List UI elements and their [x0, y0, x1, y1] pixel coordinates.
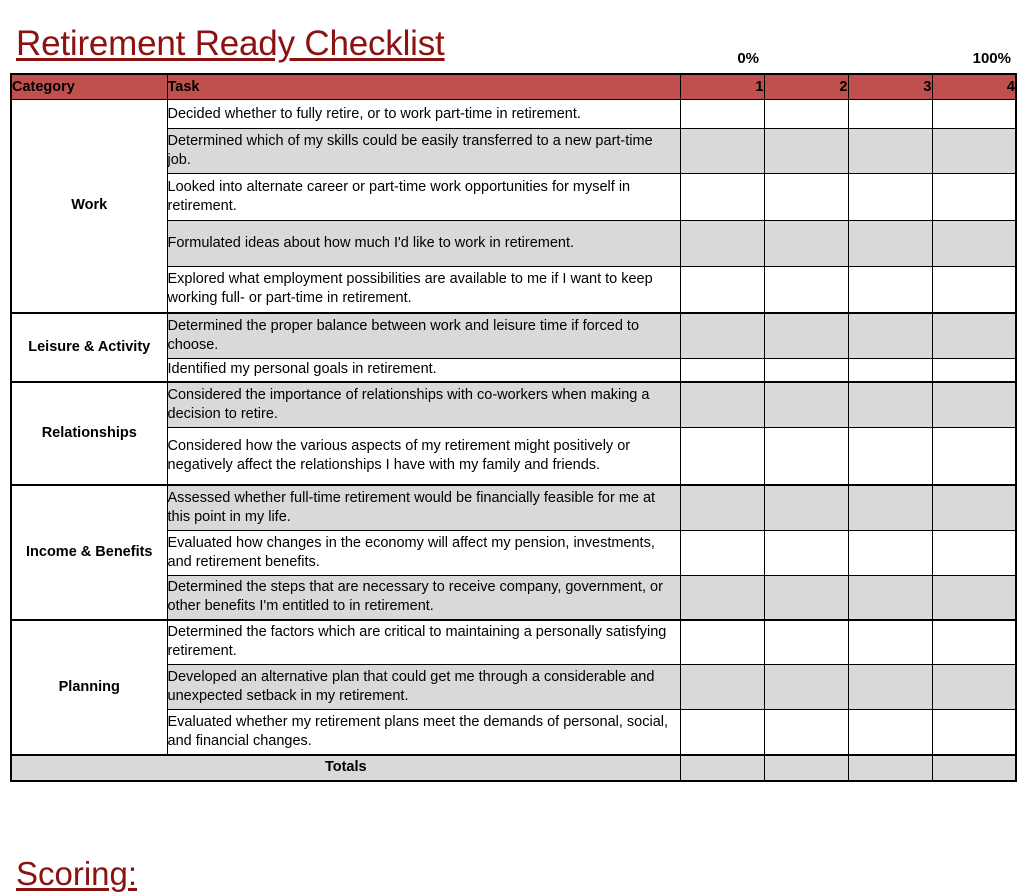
score-checkbox-cell-4[interactable] [932, 710, 1016, 755]
checklist-table-wrapper [10, 73, 1015, 782]
score-checkbox-cell-4[interactable] [932, 428, 1016, 485]
score-checkbox-cell-2[interactable] [764, 620, 848, 665]
task-cell: Considered how the various aspects of my retirement might positively or negatively affect the relationships I have with my family and friends. [167, 428, 680, 485]
score-checkbox-cell-3[interactable] [848, 359, 932, 382]
scale-labels [0, 48, 1015, 72]
score-checkbox-cell-2[interactable] [764, 100, 848, 129]
category-cell: Leisure & Activity [11, 313, 167, 382]
score-checkbox-cell-3[interactable] [848, 531, 932, 576]
totals-value-cell-3[interactable] [848, 755, 932, 781]
score-checkbox-cell-3[interactable] [848, 428, 932, 485]
table-row [11, 485, 1016, 531]
score-checkbox-cell-1[interactable] [680, 620, 764, 665]
score-checkbox-cell-1[interactable] [680, 382, 764, 428]
task-cell: Determined the steps that are necessary to receive company, government, or other benefits I'm entitled to in retirement. [167, 576, 680, 620]
score-checkbox-cell-4[interactable] [932, 359, 1016, 382]
score-checkbox-cell-4[interactable] [932, 221, 1016, 267]
table-row [11, 100, 1016, 129]
score-checkbox-cell-1[interactable] [680, 313, 764, 359]
task-cell: Identified my personal goals in retirement. [167, 359, 680, 382]
score-checkbox-cell-4[interactable] [932, 313, 1016, 359]
score-checkbox-cell-1[interactable] [680, 129, 764, 174]
category-cell: Relationships [11, 382, 167, 485]
table-header [11, 74, 1016, 100]
task-cell: Evaluated how changes in the economy will affect my pension, investments, and retirement benefits. [167, 531, 680, 576]
score-checkbox-cell-1[interactable] [680, 174, 764, 221]
score-checkbox-cell-4[interactable] [932, 129, 1016, 174]
score-checkbox-cell-4[interactable] [932, 485, 1016, 531]
score-checkbox-cell-2[interactable] [764, 129, 848, 174]
score-checkbox-cell-4[interactable] [932, 531, 1016, 576]
score-checkbox-cell-2[interactable] [764, 576, 848, 620]
score-checkbox-cell-2[interactable] [764, 221, 848, 267]
score-checkbox-cell-3[interactable] [848, 665, 932, 710]
score-checkbox-cell-2[interactable] [764, 382, 848, 428]
score-checkbox-cell-2[interactable] [764, 174, 848, 221]
score-checkbox-cell-4[interactable] [932, 576, 1016, 620]
category-cell: Work [11, 100, 167, 313]
score-checkbox-cell-1[interactable] [680, 267, 764, 313]
score-checkbox-cell-1[interactable] [680, 576, 764, 620]
task-cell: Considered the importance of relationships with co-workers when making a decision to retire. [167, 382, 680, 428]
score-checkbox-cell-2[interactable] [764, 313, 848, 359]
totals-label: Totals [11, 755, 680, 781]
checklist-table [10, 73, 1017, 782]
score-checkbox-cell-4[interactable] [932, 100, 1016, 129]
header-category: Category [11, 74, 167, 100]
score-checkbox-cell-1[interactable] [680, 100, 764, 129]
header-row [11, 74, 1016, 100]
score-checkbox-cell-4[interactable] [932, 382, 1016, 428]
score-checkbox-cell-4[interactable] [932, 620, 1016, 665]
scoring-heading: Scoring: [16, 855, 138, 893]
score-checkbox-cell-1[interactable] [680, 531, 764, 576]
table-row [11, 620, 1016, 665]
score-checkbox-cell-1[interactable] [680, 359, 764, 382]
score-checkbox-cell-3[interactable] [848, 313, 932, 359]
score-checkbox-cell-2[interactable] [764, 665, 848, 710]
score-checkbox-cell-3[interactable] [848, 620, 932, 665]
score-checkbox-cell-3[interactable] [848, 710, 932, 755]
table-row [11, 313, 1016, 359]
score-checkbox-cell-3[interactable] [848, 129, 932, 174]
score-checkbox-cell-4[interactable] [932, 174, 1016, 221]
score-checkbox-cell-3[interactable] [848, 267, 932, 313]
score-checkbox-cell-1[interactable] [680, 485, 764, 531]
scale-low-label: 0% [737, 50, 759, 67]
task-cell: Determined which of my skills could be easily transferred to a new part-time job. [167, 129, 680, 174]
totals-value-cell-2[interactable] [764, 755, 848, 781]
header-score-3: 3 [848, 74, 932, 100]
score-checkbox-cell-1[interactable] [680, 428, 764, 485]
task-cell: Determined the factors which are critical to maintaining a personally satisfying retirement. [167, 620, 680, 665]
task-cell: Looked into alternate career or part-time work opportunities for myself in retirement. [167, 174, 680, 221]
score-checkbox-cell-4[interactable] [932, 267, 1016, 313]
page-title: Retirement Ready Checklist [16, 24, 445, 64]
header-score-4: 4 [932, 74, 1016, 100]
score-checkbox-cell-2[interactable] [764, 359, 848, 382]
score-checkbox-cell-1[interactable] [680, 710, 764, 755]
totals-value-cell-1[interactable] [680, 755, 764, 781]
task-cell: Evaluated whether my retirement plans meet the demands of personal, social, and financial changes. [167, 710, 680, 755]
scale-high-label: 100% [972, 50, 1011, 67]
task-cell: Determined the proper balance between work and leisure time if forced to choose. [167, 313, 680, 359]
table-body [11, 100, 1016, 781]
task-cell: Assessed whether full-time retirement would be financially feasible for me at this point in my life. [167, 485, 680, 531]
score-checkbox-cell-2[interactable] [764, 485, 848, 531]
header-task: Task [167, 74, 680, 100]
score-checkbox-cell-2[interactable] [764, 428, 848, 485]
task-cell: Explored what employment possibilities are available to me if I want to keep working full- or part-time in retirement. [167, 267, 680, 313]
task-cell: Decided whether to fully retire, or to work part-time in retirement. [167, 100, 680, 129]
score-checkbox-cell-3[interactable] [848, 100, 932, 129]
header-score-2: 2 [764, 74, 848, 100]
task-cell: Developed an alternative plan that could get me through a considerable and unexpected setback in my retirement. [167, 665, 680, 710]
score-checkbox-cell-2[interactable] [764, 267, 848, 313]
totals-value-cell-4[interactable] [932, 755, 1016, 781]
score-checkbox-cell-2[interactable] [764, 710, 848, 755]
score-checkbox-cell-4[interactable] [932, 665, 1016, 710]
category-cell: Planning [11, 620, 167, 755]
totals-row [11, 755, 1016, 781]
task-cell: Formulated ideas about how much I'd like to work in retirement. [167, 221, 680, 267]
score-checkbox-cell-2[interactable] [764, 531, 848, 576]
score-checkbox-cell-3[interactable] [848, 221, 932, 267]
score-checkbox-cell-3[interactable] [848, 576, 932, 620]
table-row [11, 382, 1016, 428]
score-checkbox-cell-3[interactable] [848, 382, 932, 428]
score-checkbox-cell-3[interactable] [848, 174, 932, 221]
header-score-1: 1 [680, 74, 764, 100]
score-checkbox-cell-1[interactable] [680, 221, 764, 267]
score-checkbox-cell-1[interactable] [680, 665, 764, 710]
category-cell: Income & Benefits [11, 485, 167, 620]
score-checkbox-cell-3[interactable] [848, 485, 932, 531]
